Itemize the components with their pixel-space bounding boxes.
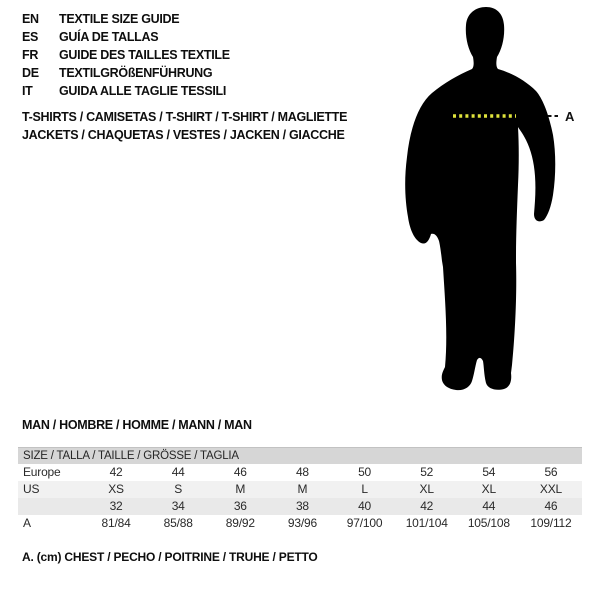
row-label xyxy=(18,498,85,515)
size-value: 109/112 xyxy=(530,516,572,530)
size-value: 42 xyxy=(109,465,123,479)
size-table xyxy=(18,447,582,532)
size-value: 54 xyxy=(482,465,496,479)
size-value: 46 xyxy=(233,465,247,479)
language-label: TEXTILGRÖßENFÜHRUNG xyxy=(59,66,213,80)
size-value: 42 xyxy=(420,499,434,513)
language-code: ES xyxy=(22,30,39,44)
language-row-es xyxy=(22,28,230,46)
size-value: 52 xyxy=(420,465,434,479)
size-value: 56 xyxy=(544,465,558,479)
size-value: XL xyxy=(481,482,496,496)
category-line-jackets: JACKETS / CHAQUETAS / VESTES / JACKEN / GIACCHE xyxy=(22,128,345,142)
measure-label-a: A xyxy=(565,109,575,124)
size-value: 97/100 xyxy=(346,516,383,530)
language-row-de xyxy=(22,64,230,82)
man-silhouette xyxy=(405,7,555,390)
language-list xyxy=(22,10,230,100)
table-row-chest-cm xyxy=(18,515,582,532)
category-block xyxy=(22,110,347,146)
size-value: 81/84 xyxy=(101,516,131,530)
size-value: 89/92 xyxy=(225,516,255,530)
man-silhouette-figure xyxy=(400,5,578,397)
size-value: 50 xyxy=(358,465,372,479)
language-label: GUÍA DE TALLAS xyxy=(59,30,159,44)
language-label: TEXTILE SIZE GUIDE xyxy=(59,12,180,26)
language-label: GUIDE DES TAILLES TEXTILE xyxy=(59,48,230,62)
size-value: S xyxy=(174,482,183,496)
size-value: 85/88 xyxy=(163,516,193,530)
size-value: 101/104 xyxy=(405,516,448,530)
size-value: 34 xyxy=(171,499,185,513)
table-row-us-numbers xyxy=(18,498,582,515)
size-value: 44 xyxy=(482,499,496,513)
man-silhouette-icon xyxy=(400,5,578,397)
size-value: 32 xyxy=(109,499,123,513)
language-code: IT xyxy=(22,84,33,98)
size-value: M xyxy=(297,482,308,496)
language-row-en xyxy=(22,10,230,28)
size-value: 36 xyxy=(233,499,247,513)
size-value: 38 xyxy=(295,499,309,513)
language-code: EN xyxy=(22,12,39,26)
size-value: 46 xyxy=(544,499,558,513)
size-value: 93/96 xyxy=(287,516,317,530)
language-row-it xyxy=(22,82,230,100)
size-value: 48 xyxy=(295,465,309,479)
size-value: XXL xyxy=(539,482,562,496)
size-value: 44 xyxy=(171,465,185,479)
row-label: A xyxy=(23,516,31,530)
size-value: 105/108 xyxy=(467,516,510,530)
row-label: US xyxy=(23,482,40,496)
size-value: 40 xyxy=(358,499,372,513)
size-value: L xyxy=(361,482,368,496)
table-row-europe xyxy=(18,464,582,481)
language-code: FR xyxy=(22,48,39,62)
row-label: Europe xyxy=(23,465,61,479)
language-row-fr xyxy=(22,46,230,64)
size-value: XL xyxy=(419,482,434,496)
table-row-us-letters xyxy=(18,481,582,498)
section-title-man: MAN / HOMBRE / HOMME / MANN / MAN xyxy=(22,418,252,432)
size-table-header: SIZE / TALLA / TAILLE / GRÖSSE / TAGLIA xyxy=(18,448,582,464)
language-label: GUIDA ALLE TAGLIE TESSILI xyxy=(59,84,227,98)
category-line-tshirts: T-SHIRTS / CAMISETAS / T-SHIRT / T-SHIRT / MAGLIETTE xyxy=(22,110,348,124)
measurement-footnote: A. (cm) CHEST / PECHO / POITRINE / TRUHE / PETTO xyxy=(22,550,318,564)
language-code: DE xyxy=(22,66,39,80)
size-value: M xyxy=(235,482,246,496)
size-value: XS xyxy=(108,482,124,496)
